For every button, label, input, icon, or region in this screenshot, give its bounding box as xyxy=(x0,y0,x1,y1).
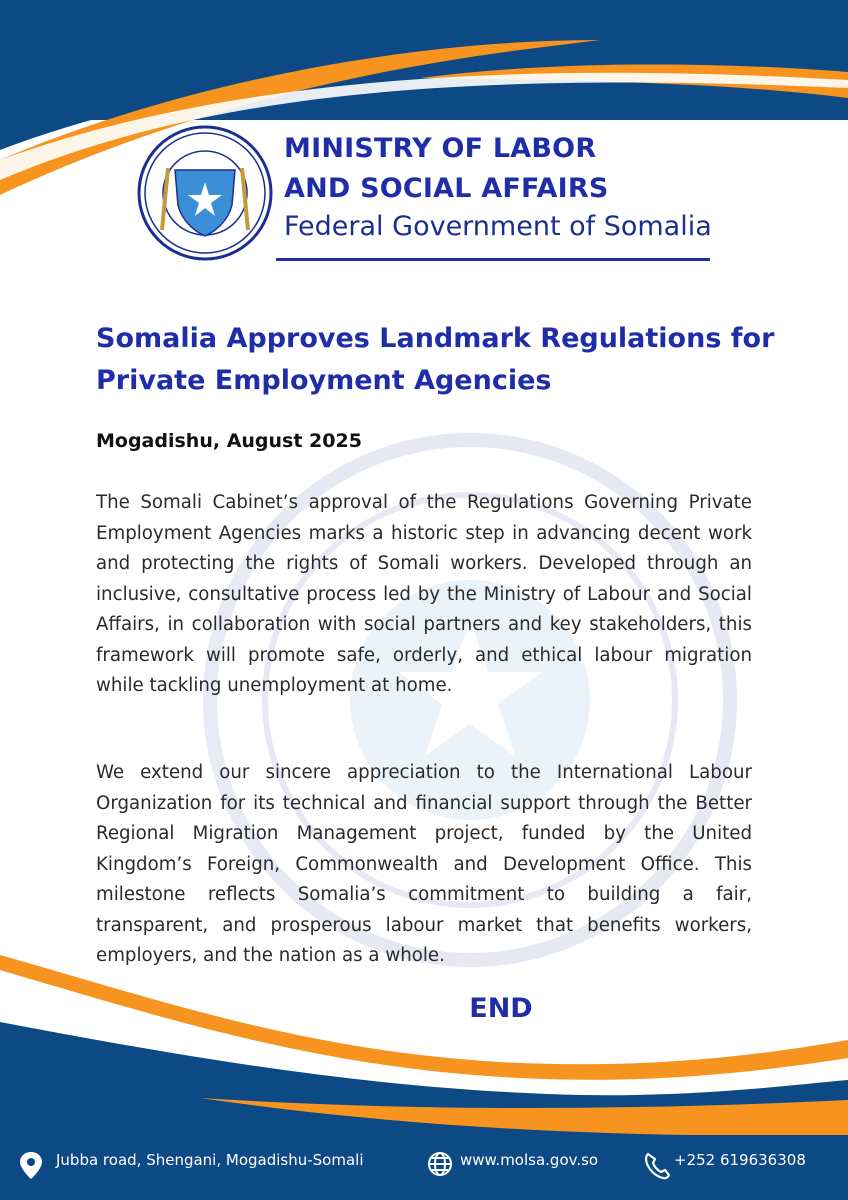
ministry-name-line1: MINISTRY OF LABOR xyxy=(284,133,597,164)
press-release-title: Somalia Approves Landmark Regulations for Private Employment Agencies xyxy=(96,323,775,396)
footer-website-text[interactable]: www.molsa.gov.so xyxy=(460,1151,599,1169)
dateline: Mogadishu, August 2025 xyxy=(96,430,362,452)
footer-website[interactable] xyxy=(460,1151,598,1169)
footer-phone-text[interactable]: +252 619636308 xyxy=(674,1151,806,1169)
ministry-name-line2: AND SOCIAL AFFAIRS xyxy=(284,173,609,204)
footer-address-text: Jubba road, Shengani, Mogadishu-Somali xyxy=(56,1151,364,1169)
footer-address xyxy=(56,1151,364,1169)
header-divider xyxy=(276,258,710,261)
body-paragraph-1: The Somali Cabinet’s approval of the Regulations Governing Private Employment Agencies marks a historic step in advancing decent work and protecting the rights of Somali workers. Developed through an inclusive, consultative process led by the Ministry of Labour and Social Affairs, in collaboration with social partners and key stakeholders, this framework will promote safe, orderly, and ethical labour migration while tackling unemployment at home. xyxy=(96,492,752,696)
ministry-seal-logo xyxy=(139,127,271,259)
body-paragraph-2: We extend our sincere appreciation to the International Labour Organization for its technical and financial support through the Better Regional Migration Management project, funded by the United Kingdom’s Foreign, Commonwealth and Development Office. This milestone reflects Somalia’s commitment to building a fair, transparent, and prosperous labour market that benefits workers, employers, and the nation as a whole. xyxy=(96,762,752,966)
footer-phone[interactable] xyxy=(674,1151,806,1169)
end-marker: END xyxy=(469,993,533,1024)
government-name: Federal Government of Somalia xyxy=(284,211,712,242)
